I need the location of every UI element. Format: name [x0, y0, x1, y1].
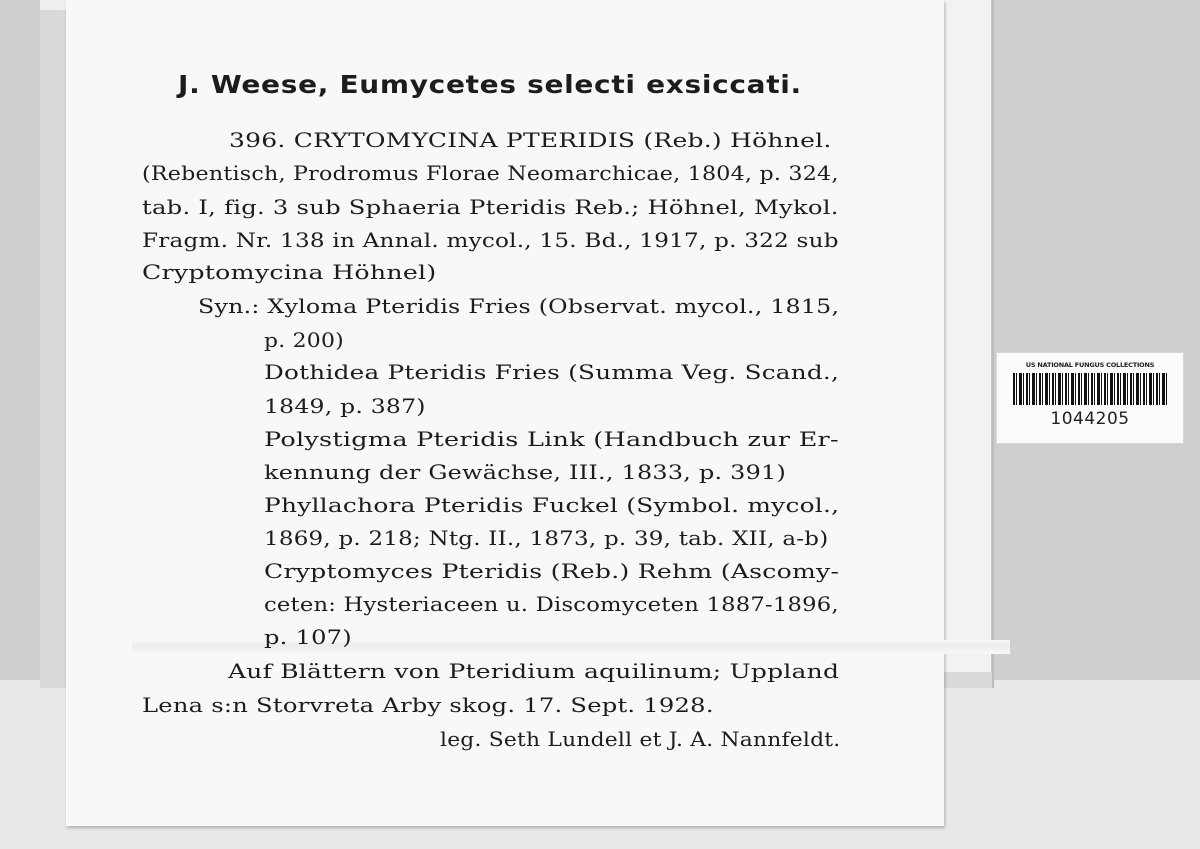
locality-line: Auf Blättern von Pteridium aquilinum; Uppland: [228, 659, 840, 683]
synonym-line: Dothidea Pteridis Fries (Summa Veg. Scand.,: [264, 360, 840, 384]
citation-line: (Rebentisch, Prodromus Florae Neomarchicae, 1804, p. 324,: [142, 161, 839, 185]
synonym-line: Polystigma Pteridis Link (Handbuch zur Er-: [264, 427, 839, 451]
species-heading: 396. CRYTOMYCINA PTERIDIS (Reb.) Höhnel.: [229, 128, 832, 152]
synonym-line: 1869, p. 218; Ntg. II., 1873, p. 39, tab. XII, a-b): [264, 526, 829, 550]
synonym-line: ceten: Hysteriaceen u. Discomyceten 1887-1896,: [264, 592, 839, 616]
synonym-line: Phyllachora Pteridis Fuckel (Symbol. mycol.,: [264, 493, 840, 517]
synonym-line: kennung der Gewächse, III., 1833, p. 391): [264, 460, 787, 484]
barcode-number: 1044205: [1050, 409, 1130, 429]
label-text: [66, 0, 944, 826]
synonym-line: p. 200): [264, 328, 344, 352]
synonym-line: p. 107): [264, 625, 352, 649]
locality-line: Lena s:n Storvreta Arby skog. 17. Sept. 1928.: [142, 693, 714, 717]
citation-line: Cryptomycina Höhnel): [142, 260, 437, 284]
citation-line: tab. I, fig. 3 sub Sphaeria Pteridis Reb.; Höhnel, Mykol.: [142, 195, 839, 219]
label-title: J. Weese, Eumycetes selecti exsiccati.: [178, 70, 802, 99]
collector-line: leg. Seth Lundell et J. A. Nannfeldt.: [440, 727, 841, 751]
barcode-icon: [1013, 373, 1167, 405]
synonym-line: 1849, p. 387): [264, 394, 426, 418]
citation-line: Fragm. Nr. 138 in Annal. mycol., 15. Bd., 1917, p. 322 sub: [142, 228, 839, 252]
barcode-label: [996, 352, 1184, 444]
barcode-institution: US NATIONAL FUNGUS COLLECTIONS: [1025, 361, 1155, 369]
specimen-label: [66, 0, 944, 826]
synonym-line: Cryptomyces Pteridis (Reb.) Rehm (Ascomy-: [264, 559, 840, 583]
synonym-line: Syn.: Xyloma Pteridis Fries (Observat. mycol., 1815,: [198, 294, 840, 318]
